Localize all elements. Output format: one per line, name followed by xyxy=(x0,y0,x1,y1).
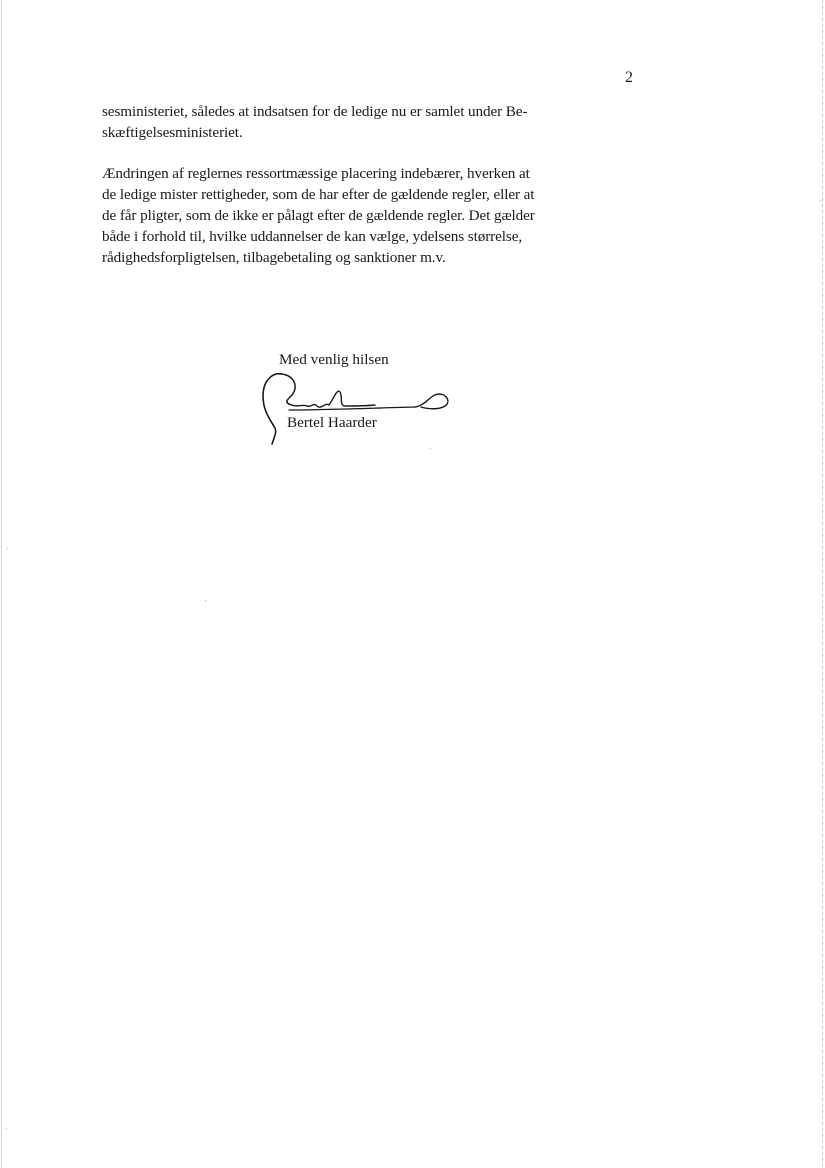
handwritten-signature xyxy=(255,366,455,448)
paragraph-line: de ledige mister rettigheder, som de har efter de gældende regler, eller at xyxy=(102,186,535,203)
scan-edge-left xyxy=(1,0,2,1168)
paragraph-line: skæftigelsesministeriet. xyxy=(102,124,243,141)
scan-speck xyxy=(7,548,8,549)
scan-speck xyxy=(820,200,821,201)
paragraph-2 xyxy=(102,163,572,268)
paragraph-1 xyxy=(102,101,572,143)
scan-speck xyxy=(205,600,206,601)
page-number: 2 xyxy=(625,69,633,86)
closing-salutation: Med venlig hilsen xyxy=(279,351,389,368)
scan-speck xyxy=(430,448,431,449)
paragraph-line: sesministeriet, således at indsatsen for de ledige nu er samlet under Be- xyxy=(102,103,528,120)
paragraph-line: både i forhold til, hvilke uddannelser de kan vælge, ydelsens størrelse, xyxy=(102,228,523,245)
scan-edge-right xyxy=(822,0,823,1168)
paragraph-line: rådighedsforpligtelsen, tilbagebetaling og sanktioner m.v. xyxy=(102,249,446,266)
signer-name: Bertel Haarder xyxy=(287,414,377,431)
paragraph-line: de får pligter, som de ikke er pålagt efter de gældende regler. Det gælder xyxy=(102,207,535,224)
scan-speck xyxy=(6,1128,7,1129)
paragraph-line: Ændringen af reglernes ressortmæssige placering indebærer, hverken at xyxy=(102,165,530,182)
